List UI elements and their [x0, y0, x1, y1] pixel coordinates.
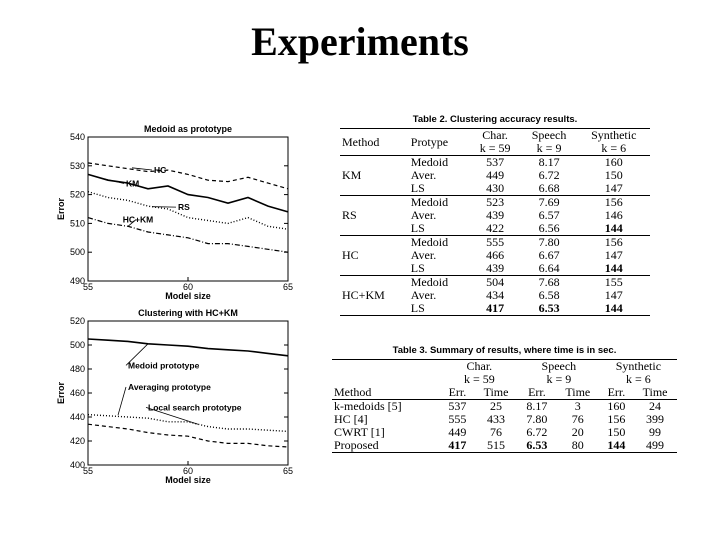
table2-speech-cell: 6.64: [538, 261, 560, 275]
table2-char-cell: 434: [486, 288, 505, 302]
table2-caption: Table 2. Clustering accuracy results.: [412, 114, 578, 125]
table3-synth-err-cell: 144: [607, 438, 626, 452]
table3-method-cell: Proposed: [334, 438, 379, 452]
table2-synthetic-cell: 156: [577, 196, 650, 210]
table2-synthetic-cell: 144: [604, 301, 623, 315]
table2-method-cell: KM: [342, 168, 362, 182]
y-tick-label: 500: [69, 247, 85, 258]
table2-char-cell: 523: [470, 196, 521, 210]
table2-protype-cell: Aver.: [410, 288, 437, 302]
table2-speech-header: Speech: [531, 128, 567, 142]
table2-speech-cell: 6.57: [538, 208, 560, 222]
table2-protype-cell: LS: [410, 181, 425, 195]
table2-speech-cell: 6.67: [538, 248, 560, 262]
table2-method-header: Method: [342, 134, 380, 149]
table2-char-cell: 449: [486, 168, 505, 182]
y-axis-label: Error: [56, 197, 66, 221]
table2-protype-cell: Aver.: [410, 208, 437, 222]
series-annotation: HC+KM: [122, 214, 154, 225]
annotation-pointer: [118, 387, 126, 415]
series-annotation: Local search prototype: [148, 402, 242, 413]
table2-char-cell: 537: [486, 155, 505, 169]
table3-char-k: k = 59: [463, 372, 495, 386]
chart1-plot: [56, 124, 293, 301]
table3-char-err-cell: 417: [448, 438, 467, 452]
x-tick-label: 65: [282, 466, 294, 476]
table3-synth-time-cell: 24: [649, 399, 662, 413]
table2-speech-k: k = 9: [536, 141, 562, 155]
table2-method-cell: RS: [340, 196, 409, 236]
table3-row: [332, 439, 677, 453]
chart-clustering-with-hc-km: [52, 302, 302, 488]
table2-char-cell: 555: [470, 236, 521, 250]
table2-char-cell: 417: [486, 301, 505, 315]
table2-synthetic-cell: 156: [577, 236, 650, 250]
table2-speech-cell: 7.68: [521, 276, 578, 290]
table2-protype-cell: LS: [410, 261, 425, 275]
table3-speech-time-cell: 20: [571, 425, 584, 439]
series-annotation: HC: [154, 165, 167, 175]
annotation-pointer: [104, 179, 124, 184]
y-tick-label: 420: [69, 436, 85, 446]
table2-synthetic-cell: 147: [604, 288, 623, 302]
series-annotation: Averaging prototype: [128, 382, 211, 392]
table2-speech-cell: 6.68: [538, 181, 560, 195]
x-tick-label: 60: [182, 466, 194, 476]
table3-char-time-header: Time: [483, 385, 509, 399]
table3-grid: [332, 359, 677, 453]
table3-speech-err-cell: 6.53: [526, 438, 548, 452]
table2-protype-cell: Aver.: [410, 248, 437, 262]
table3-row: [332, 400, 677, 414]
table3-speech-time-cell: 80: [571, 438, 584, 452]
series-annotation: Medoid prototype: [128, 360, 200, 371]
slide-title: Experiments: [251, 19, 469, 64]
table3: [332, 345, 677, 453]
table2-synthetic-cell: 160: [604, 155, 623, 169]
table2-protype-cell: LS: [410, 301, 425, 315]
y-tick-label: 480: [69, 364, 85, 374]
table3-synth-err-header: Err.: [607, 385, 626, 399]
y-tick-label: 520: [69, 189, 85, 200]
table3-synth-time-cell: 499: [646, 438, 665, 452]
table3-body: [332, 400, 677, 453]
table2-speech-cell: 6.58: [538, 288, 560, 302]
series-line-hc: [88, 163, 288, 189]
chart2-plot: [56, 308, 293, 485]
table2-speech-cell: 8.17: [538, 155, 560, 169]
y-tick-label: 540: [69, 132, 85, 142]
table2-protype-header: Protype: [410, 134, 449, 149]
table2-char-cell: 422: [486, 221, 505, 235]
table2-synthetic-header: Synthetic: [591, 128, 637, 142]
table2-speech-cell: 6.53: [538, 301, 560, 315]
table3-synthetic-header: Synthetic: [615, 359, 662, 373]
series-line-medoid-prototype: [88, 339, 288, 356]
table3-synthetic-k: k = 6: [625, 372, 651, 386]
table3-synth-err-cell: 160: [607, 399, 626, 413]
table2-method-cell: HC: [340, 236, 409, 276]
series-line-averaging-prototype: [88, 415, 288, 432]
table2-protype-cell: Aver.: [410, 168, 437, 182]
y-axis-label: Error: [56, 381, 66, 405]
x-tick-label: 55: [82, 282, 94, 292]
series-annotation: RS: [178, 202, 190, 213]
table2: [340, 114, 650, 316]
table2-synthetic-cell: 147: [604, 248, 623, 262]
series-line-local-search-prototype: [88, 424, 288, 447]
table2-body: [340, 156, 650, 316]
table3-speech-err-cell: 6.72: [526, 425, 548, 439]
table2-char-cell: 466: [486, 248, 505, 262]
table2-grid: [340, 128, 650, 316]
y-tick-label: 460: [69, 388, 85, 398]
table2-synthetic-cell: 144: [604, 261, 623, 275]
table3-char-err-cell: 537: [448, 399, 467, 413]
table3-speech-time-cell: 3: [574, 399, 581, 413]
table2-synthetic-k: k = 6: [601, 141, 627, 155]
table2-row: [340, 276, 650, 290]
table2-speech-cell: 6.56: [538, 221, 560, 235]
table2-char-cell: 439: [486, 208, 505, 222]
x-tick-label: 55: [82, 466, 94, 476]
table2-char-cell: 439: [486, 261, 505, 275]
table2-speech-cell: 6.72: [538, 168, 560, 182]
table3-synth-err-cell: 156: [607, 412, 626, 426]
table3-method-cell: CWRT [1]: [334, 425, 385, 439]
table2-char-k: k = 59: [479, 141, 511, 155]
table2-protype-cell: Medoid: [409, 236, 470, 250]
table3-synth-time-header: Time: [642, 385, 668, 399]
table2-protype-cell: Medoid: [409, 196, 470, 210]
table3-synth-time-cell: 399: [646, 412, 665, 426]
table3-speech-err-cell: 7.80: [526, 412, 548, 426]
table3-synth-time-cell: 99: [649, 425, 662, 439]
table3-char-time-cell: 76: [490, 425, 503, 439]
chart-title: Medoid as prototype: [143, 124, 233, 134]
table3-char-time-cell: 515: [487, 438, 506, 452]
table2-synthetic-cell: 144: [604, 221, 623, 235]
y-tick-label: 490: [69, 276, 85, 286]
y-tick-label: 530: [69, 160, 85, 171]
table3-synth-err-cell: 150: [607, 425, 626, 439]
y-tick-label: 510: [69, 218, 85, 229]
table2-speech-cell: 7.69: [521, 196, 578, 210]
table2-speech-cell: 7.80: [521, 236, 578, 250]
table3-char-time-cell: 25: [490, 399, 503, 413]
table3-method-cell: k-medoids [5]: [334, 399, 402, 413]
x-tick-label: 60: [182, 282, 194, 292]
table3-method-header: Method: [334, 385, 372, 399]
table3-speech-err-cell: 8.17: [526, 399, 548, 413]
x-axis-label: Model size: [165, 475, 211, 485]
table2-row: [340, 236, 650, 250]
y-tick-label: 400: [69, 460, 85, 470]
y-tick-label: 500: [69, 340, 85, 350]
table2-synthetic-cell: 147: [604, 181, 623, 195]
table3-speech-header: Speech: [541, 359, 577, 373]
plot-frame: [88, 321, 288, 465]
table2-char-header: Char.: [482, 128, 508, 142]
table2-char-cell: 504: [470, 276, 521, 290]
y-tick-label: 440: [69, 412, 85, 422]
y-tick-label: 520: [69, 316, 85, 326]
table3-char-err-cell: 449: [448, 425, 467, 439]
table3-caption: Table 3. Summary of results, where time is in sec.: [392, 345, 617, 356]
table2-protype-cell: Medoid: [410, 155, 449, 169]
table3-char-time-cell: 433: [487, 412, 506, 426]
table3-method-cell: HC [4]: [334, 412, 368, 426]
series-line-hc-km: [88, 218, 288, 253]
table3-speech-k: k = 9: [546, 372, 572, 386]
series-annotation: KM: [126, 178, 140, 189]
chart-medoid-as-prototype: [52, 116, 302, 304]
table3-speech-time-header: Time: [565, 385, 591, 399]
table2-protype-cell: Medoid: [409, 276, 470, 290]
table2-char-cell: 430: [486, 181, 505, 195]
x-tick-label: 65: [282, 282, 294, 292]
table2-row: [340, 196, 650, 210]
table3-speech-err-header: Err.: [528, 385, 546, 399]
chart-title: Clustering with HC+KM: [138, 308, 238, 318]
table2-synthetic-cell: 150: [604, 168, 623, 182]
x-axis-label: Model size: [165, 291, 211, 301]
annotation-pointer: [132, 168, 152, 170]
table3-char-err-cell: 555: [448, 412, 467, 426]
table2-row: [340, 156, 650, 170]
table2-protype-cell: LS: [410, 221, 425, 235]
table2-method-cell: HC+KM: [340, 276, 409, 316]
table2-synthetic-cell: 155: [577, 276, 650, 290]
table3-char-header: Char.: [466, 359, 493, 373]
table3-speech-time-cell: 76: [571, 412, 584, 426]
table3-char-err-header: Err.: [448, 385, 467, 399]
table2-synthetic-cell: 146: [604, 208, 623, 222]
